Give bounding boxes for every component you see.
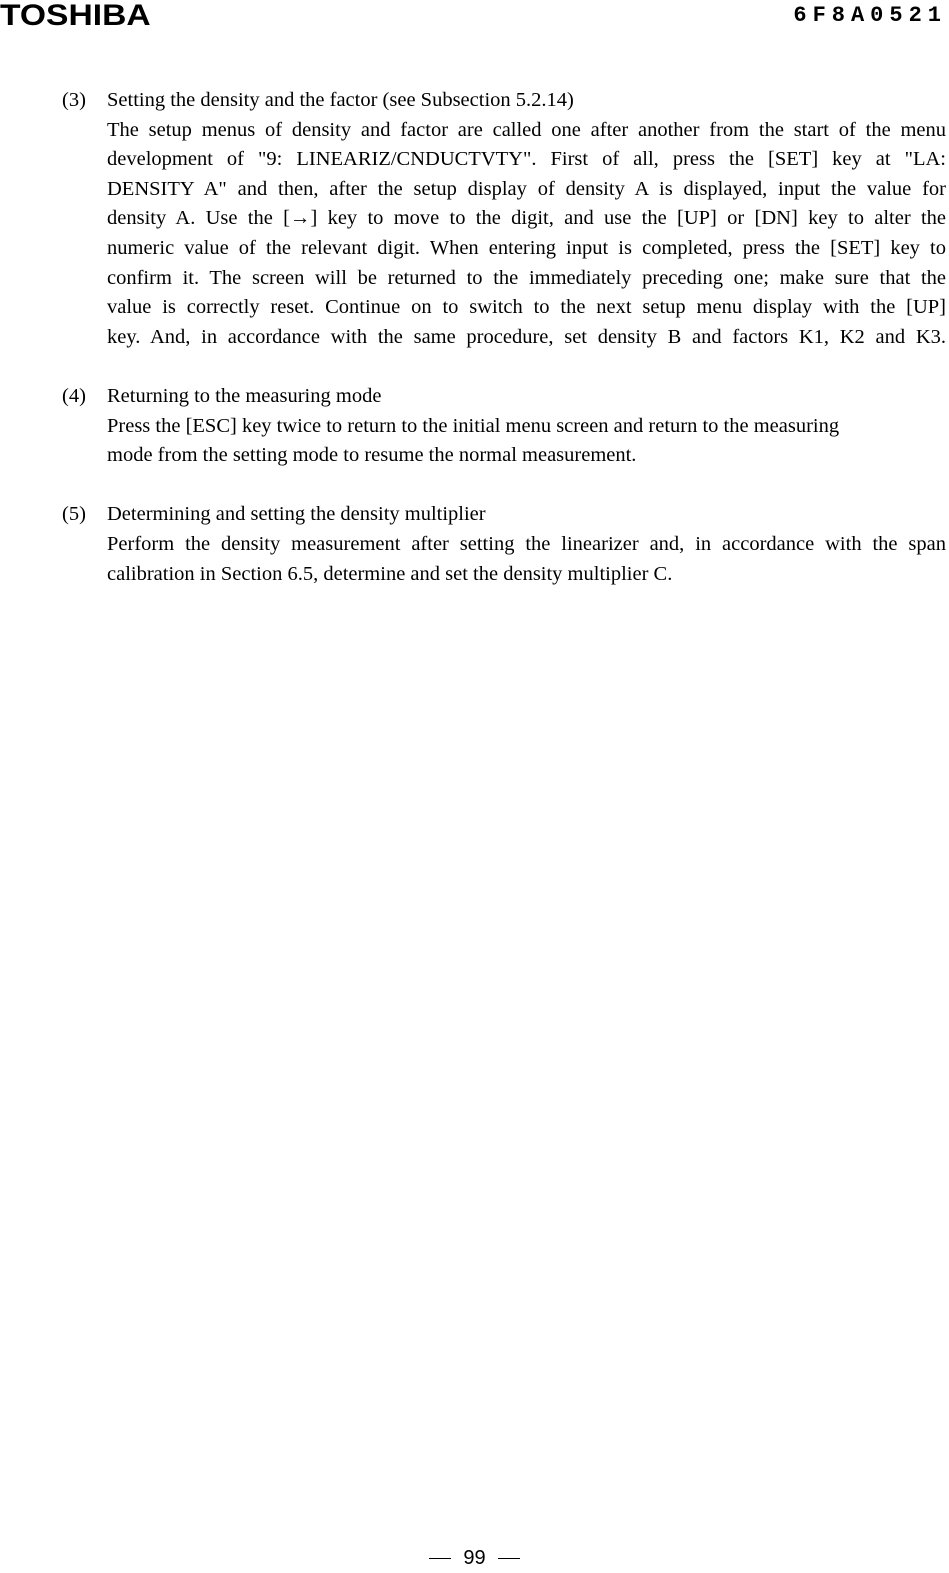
- page-number: 99: [463, 1547, 486, 1569]
- section-5: [62, 500, 946, 589]
- document-number: 6F8A0521: [793, 3, 947, 28]
- section-title: Returning to the measuring mode: [107, 384, 382, 407]
- section-title: Setting the density and the factor (see Subsection 5.2.14): [107, 89, 574, 111]
- footer-dash-left: [429, 1558, 451, 1559]
- document-body: [62, 86, 946, 619]
- section-body: [107, 500, 946, 589]
- section-number: (3): [62, 89, 86, 111]
- paragraph-line: confirm it. The screen will be returned to the immediately preceding one; make sure that the: [107, 266, 946, 289]
- paragraph-line: development of "9: LINEARIZ/CNDUCTVTY". First of all, press the [SET] key at "LA:: [107, 148, 946, 171]
- paragraph-line: value is correctly reset. Continue on to switch to the next setup menu display with the [UP]: [107, 296, 946, 319]
- page-footer: [0, 1546, 949, 1570]
- section-number: (5): [62, 503, 86, 526]
- section-title: Determining and setting the density multiplier: [107, 503, 486, 526]
- paragraph-line: Press the [ESC] key twice to return to the initial menu screen and return to the measuring: [107, 414, 840, 437]
- paragraph-line: calibration in Section 6.5, determine and set the density multiplier C.: [107, 562, 673, 585]
- paragraph-line: The setup menus of density and factor are called one after another from the start of the menu: [107, 118, 946, 141]
- paragraph-line: key. And, in accordance with the same procedure, set density B and factors K1, K2 and K3.: [107, 325, 946, 348]
- toshiba-logo: TOSHIBA: [0, 0, 151, 32]
- paragraph-line: numeric value of the relevant digit. When entering input is completed, press the [SET] key to: [107, 236, 946, 259]
- section-body: [107, 382, 946, 471]
- footer-dash-right: [498, 1558, 520, 1559]
- section-4: [62, 382, 946, 471]
- section-number: (4): [62, 384, 86, 407]
- paragraph-line: Perform the density measurement after setting the linearizer and, in accordance with the span: [107, 532, 946, 555]
- paragraph-line: density A. Use the [→] key to move to the digit, and use the [UP] or [DN] key to alter the: [107, 207, 946, 230]
- paragraph-line: DENSITY A" and then, after the setup display of density A is displayed, input the value for: [107, 177, 946, 200]
- paragraph-line: mode from the setting mode to resume the normal measurement.: [107, 444, 637, 467]
- section-body: [107, 86, 946, 352]
- section-3: [62, 86, 946, 352]
